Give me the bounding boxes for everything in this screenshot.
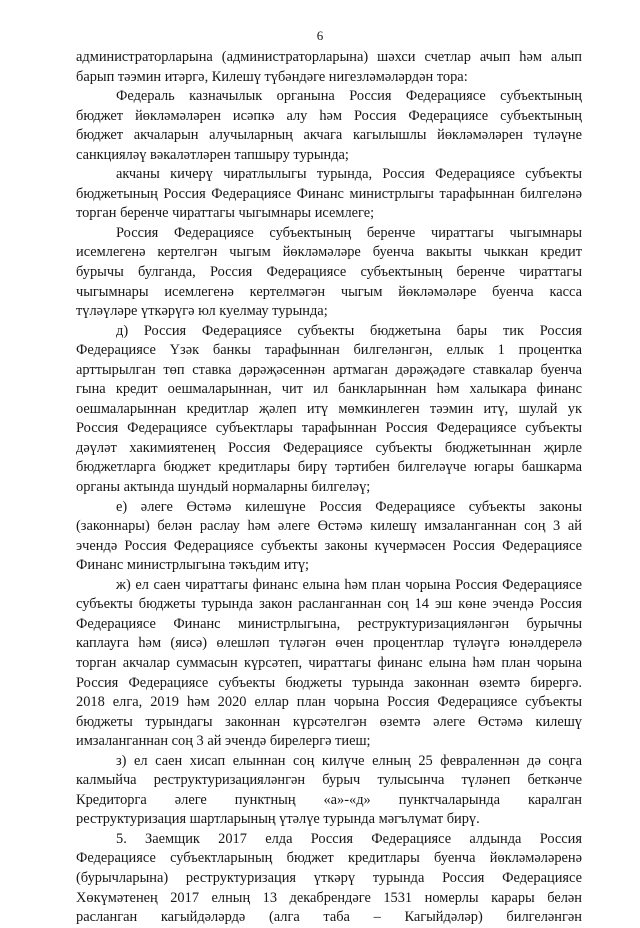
text-line: 2018 елга, 2019 һәм 2020 еллар план чорына Россия Федерациясе субъекты bbox=[76, 694, 582, 711]
text-line: имзаланганнан соң 3 ай эчендә бирелергә тиеш; bbox=[76, 733, 371, 750]
document-body bbox=[76, 48, 582, 928]
text-line: каплауга һәм (яисә) өлешләп түләгән өчен процентлар түләүгә юнәлдерелә bbox=[76, 635, 582, 652]
text-line: торган беренче чираттагы чыгымнары исемлеге; bbox=[76, 205, 375, 222]
text-line: эчендә Россия Федерациясе субъекты законы күчермәсен Россия Федерациясе bbox=[76, 537, 582, 554]
text-line: д) Россия Федерациясе субъекты бюджетына бары тик Россия bbox=[116, 322, 582, 339]
text-line: Россия Федерациясе субъекты бюджеты турында законнан өземтә бирергә. bbox=[76, 674, 582, 691]
text-line: реструктуризация шартларының үтәлүе турында мәгълүмат бирү. bbox=[76, 811, 480, 828]
text-line: санкцияләү вәкаләтләрен тапшыру турында; bbox=[76, 146, 349, 163]
text-line: бурычы булганда, Россия Федерациясе субъектының беренче чираттагы bbox=[76, 264, 582, 281]
text-line: Россия Федерациясе субъектлары тарафыннан Россия Федерациясе субъекты bbox=[76, 420, 582, 437]
text-line: расланган кагыйдәләрдә (алга таба – Кагыйдәләр) билгеләнгән bbox=[76, 909, 582, 926]
text-line: Кредиторга әлеге пунктның «а»-«д» пунктчаларында каралган bbox=[76, 791, 582, 808]
text-line: Федераль казначылык органына Россия Федерациясе субъектының bbox=[116, 88, 582, 105]
text-line: торган акчалар суммасын күрсәтеп, чираттагы финанс елына һәм план чорына bbox=[76, 654, 582, 671]
text-line: Россия Федерациясе субъектының беренче чираттагы чыгымнары bbox=[116, 224, 582, 241]
text-line: органы актында шундый нормаларны билгеләү; bbox=[76, 479, 371, 496]
text-line: чыгымнары исемлегенә кертелмәгән чыгым йөкләмәләре буенча касса bbox=[76, 283, 582, 300]
text-line: арттырылган төп ставка дәрәҗәсеннән артмаган дәрәҗәдәге ставкалар буенча bbox=[76, 361, 582, 378]
text-line: з) ел саен хисап елыннан соң килүче елның 25 февраленнән дә соңга bbox=[116, 752, 582, 769]
text-line: бюджеты турындагы законнан күрсәтелгән өземтә әлеге Өстәмә килешү bbox=[76, 713, 582, 730]
text-line: калмыйча реструктуризацияләнгән бурыч тулысынча түләнеп беткәнче bbox=[76, 772, 582, 789]
text-line: субъекты бюджеты турында закон расланганнан соң 14 эш көне эчендә Россия bbox=[76, 596, 582, 613]
text-line: акчаны кичерү чиратлылыгы турында, Россия Федерациясе субъекты bbox=[116, 166, 582, 183]
page-number: 6 bbox=[316, 28, 324, 43]
text-line: Хөкүмәтенең 2017 елның 13 декабрендәге 1531 номерлы карары белән bbox=[76, 889, 582, 906]
text-line: Федерациясе Финанс министрлыгына, реструктуризацияләнгән бурычны bbox=[76, 615, 582, 632]
text-line: Федерациясе Үзәк банкы тарафыннан билгеләнгән, еллык 1 процентка bbox=[76, 342, 582, 359]
text-line: бюджет йөкләмәләрен исәпкә алу һәм Россия Федерациясе субъектының bbox=[76, 107, 582, 124]
text-line: администраторларына (администраторларына) шәхси счетлар ачып һәм алып bbox=[76, 49, 582, 65]
text-line: Федерациясе субъектларының бюджет кредитлары буенча йөкләмәләренә bbox=[76, 850, 582, 867]
text-line: бюджетларга бюджет кредитлары бирү тәртибен билгеләүче югары башкарма bbox=[76, 459, 582, 476]
text-line: ж) ел саен чираттагы финанс елына һәм план чорына Россия Федерациясе bbox=[116, 576, 582, 593]
text-line: барып тәэмин итәргә, Килешү түбәндәге нигезләмәләрдән тора: bbox=[76, 68, 468, 85]
text-line: 5. Заемщик 2017 елда Россия Федерациясе алдында Россия bbox=[116, 830, 582, 847]
text-line: бюджетының Россия Федерациясе Финанс министрлыгы тарафыннан билгеләнә bbox=[76, 185, 582, 202]
text-line: исемлегенә кертелгән чыгым йөкләмәләре буенча вакыты чыккан кредит bbox=[76, 244, 582, 261]
text-line: Финанс министрлыгына тәкъдим итү; bbox=[76, 557, 310, 574]
text-line: (бурычларына) реструктуризация үткәрү турында Россия Федерациясе bbox=[76, 869, 582, 886]
text-line: гына кредит оешмаларыннан, чит ил банкларыннан һәм халыкара финанс bbox=[76, 381, 582, 398]
text-line: е) әлеге Өстәмә килешүне Россия Федерациясе субъекты законы bbox=[116, 498, 582, 515]
text-line: дәүләт хакимиятенең Россия Федерациясе субъекты бюджетыннан җирле bbox=[76, 439, 582, 456]
text-line: (законнары) белән раслау һәм әлеге Өстәмә килешү имзаланганнан соң 3 ай bbox=[76, 518, 582, 535]
text-line: түләүләре үткәрүгә юл куелмау турында; bbox=[76, 303, 328, 320]
text-line: оешмаларыннан кредитлар җәлеп итү мөмкинлеген тәэмин итү, шулай ук bbox=[76, 400, 582, 417]
text-line: бюджет акчаларын алучыларның акчага кагылышлы йөкләмәләрен түләүне bbox=[76, 127, 582, 144]
